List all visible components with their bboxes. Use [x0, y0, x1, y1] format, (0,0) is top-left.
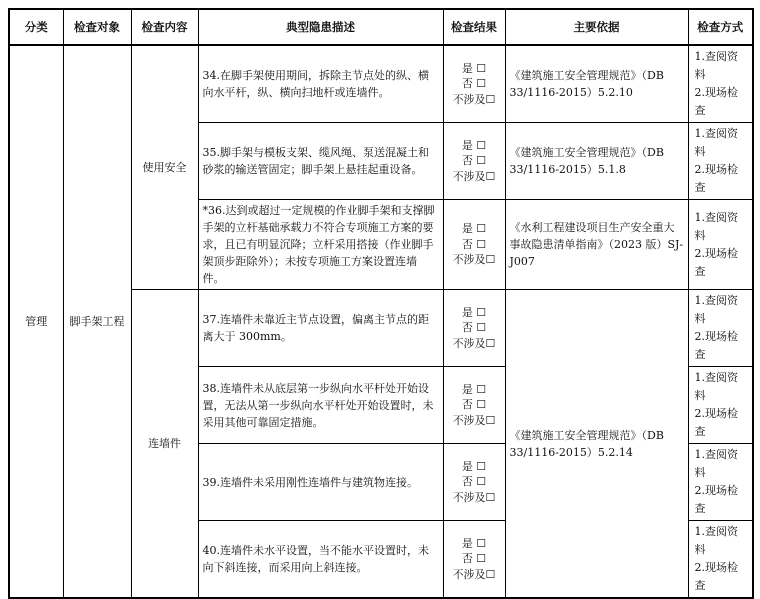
hazard-description: *36.达到或超过一定规模的作业脚手架和支撑脚手架的立杆基础承载力不符合专项施工方案的要求，且已有明显沉降；立杆采用搭接（作业脚手架顶步距除外）；未按专项施工方案设置连墙件。 [198, 200, 443, 290]
result-na[interactable]: 不涉及☐ [452, 92, 496, 106]
content-cell: 使用安全 [131, 45, 198, 290]
hazard-description: 34.在脚手架使用期间，拆除主节点处的纵、横向水平杆，纵、横向扫地杆或连墙件。 [198, 45, 443, 123]
header-row [9, 9, 753, 45]
hazard-description: 38.连墙件未从底层第一步纵向水平杆处开始设置，无法从第一步纵向水平杆处开始设置时，未采用其他可靠固定措施。 [198, 367, 443, 444]
basis-cell: 《建筑施工安全管理规范》（DB 33/1116-2015）5.1.8 [505, 123, 688, 200]
method-cell [688, 45, 753, 123]
method-site-check: 2.现场检查 [694, 330, 738, 361]
result-na[interactable]: 不涉及☐ [452, 567, 496, 581]
check-result [443, 45, 505, 123]
method-review-docs: 1.查阅资料 [694, 525, 738, 556]
method-review-docs: 1.查阅资料 [694, 371, 738, 402]
content-cell: 连墙件 [131, 290, 198, 599]
result-no[interactable]: 否 ☐ [461, 237, 487, 251]
header-hazard-description: 典型隐患描述 [198, 9, 443, 45]
result-no[interactable]: 否 ☐ [461, 154, 487, 168]
method-review-docs: 1.查阅资料 [694, 127, 738, 158]
hazard-description: 35.脚手架与模板支架、缆风绳、泵送混凝土和砂浆的输送管固定；脚手架上悬挂起重设备。 [198, 123, 443, 200]
check-result [443, 200, 505, 290]
method-site-check: 2.现场检查 [694, 561, 738, 592]
category-cell: 管理 [9, 45, 63, 598]
header-basis: 主要依据 [505, 9, 688, 45]
basis-cell: 《水利工程建设项目生产安全重大事故隐患清单指南》（2023 版）SJ-J007 [505, 200, 688, 290]
object-cell: 脚手架工程 [63, 45, 131, 598]
hazard-check-table [8, 8, 754, 599]
basis-cell: 《建筑施工安全管理规范》（DB 33/1116-2015）5.2.14 [505, 290, 688, 599]
header-check-result: 检查结果 [443, 9, 505, 45]
method-site-check: 2.现场检查 [694, 484, 738, 515]
method-review-docs: 1.查阅资料 [694, 50, 738, 81]
table-row [9, 45, 753, 123]
method-site-check: 2.现场检查 [694, 246, 738, 278]
check-result [443, 123, 505, 200]
check-result [443, 290, 505, 367]
method-cell [688, 521, 753, 599]
method-review-docs: 1.查阅资料 [694, 294, 738, 325]
result-na[interactable]: 不涉及☐ [452, 413, 496, 427]
result-na[interactable]: 不涉及☐ [452, 253, 496, 267]
method-cell [688, 367, 753, 444]
method-review-docs: 1.查阅资料 [694, 448, 738, 479]
hazard-description: 39.连墙件未采用刚性连墙件与建筑物连接。 [198, 444, 443, 521]
result-no[interactable]: 否 ☐ [461, 321, 487, 335]
result-yes[interactable]: 是 ☐ [461, 459, 487, 473]
header-object: 检查对象 [63, 9, 131, 45]
basis-cell: 《建筑施工安全管理规范》（DB 33/1116-2015）5.2.10 [505, 45, 688, 123]
result-yes[interactable]: 是 ☐ [461, 305, 487, 319]
hazard-description: 37.连墙件未靠近主节点设置，偏离主节点的距离大于 300mm。 [198, 290, 443, 367]
result-no[interactable]: 否 ☐ [461, 77, 487, 91]
check-result [443, 521, 505, 599]
method-review-docs: 1.查阅资料 [694, 210, 738, 242]
result-yes[interactable]: 是 ☐ [461, 61, 487, 75]
result-yes[interactable]: 是 ☐ [461, 382, 487, 396]
result-na[interactable]: 不涉及☐ [452, 336, 496, 350]
method-cell [688, 290, 753, 367]
method-site-check: 2.现场检查 [694, 163, 738, 194]
result-yes[interactable]: 是 ☐ [461, 138, 487, 152]
method-cell [688, 123, 753, 200]
method-cell [688, 444, 753, 521]
result-yes[interactable]: 是 ☐ [461, 222, 487, 236]
hazard-description: 40.连墙件未水平设置，当不能水平设置时，未向下斜连接，而采用向上斜连接。 [198, 521, 443, 599]
method-cell [688, 200, 753, 290]
result-na[interactable]: 不涉及☐ [452, 490, 496, 504]
header-category: 分类 [9, 9, 63, 45]
result-no[interactable]: 否 ☐ [461, 552, 487, 566]
method-site-check: 2.现场检查 [694, 86, 738, 117]
method-site-check: 2.现场检查 [694, 407, 738, 438]
check-result [443, 444, 505, 521]
result-na[interactable]: 不涉及☐ [452, 169, 496, 183]
header-method: 检查方式 [688, 9, 753, 45]
result-yes[interactable]: 是 ☐ [461, 536, 487, 550]
check-result [443, 367, 505, 444]
result-no[interactable]: 否 ☐ [461, 475, 487, 489]
result-no[interactable]: 否 ☐ [461, 398, 487, 412]
header-content: 检查内容 [131, 9, 198, 45]
